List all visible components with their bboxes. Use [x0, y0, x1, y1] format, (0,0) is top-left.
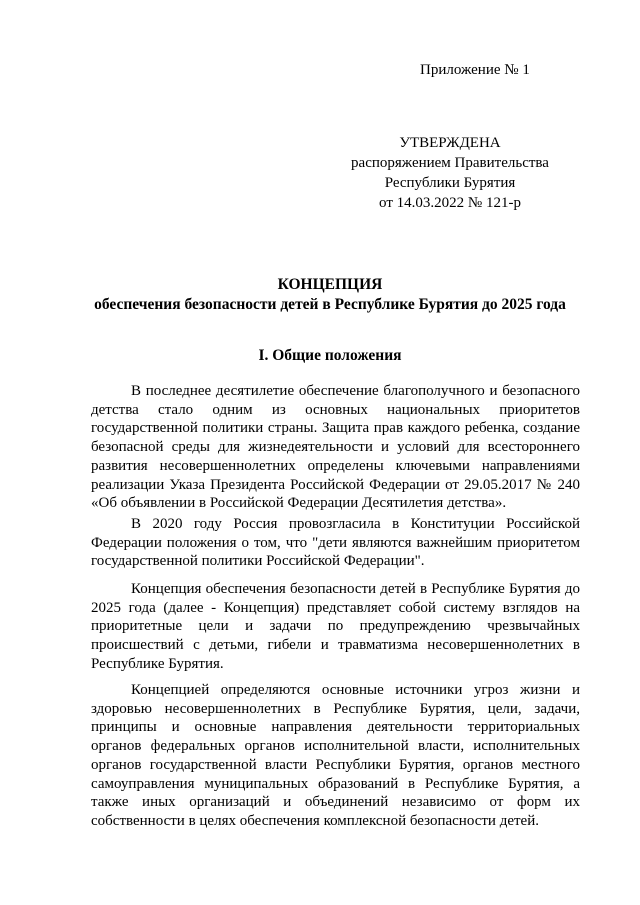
paragraph-line: государственной политики страны. Защита прав каждого ребенка, создание	[91, 420, 580, 437]
paragraph-line: Концепцией определяются основные источники угроз жизни и	[131, 682, 580, 698]
paragraph-line: Концепция обеспечения безопасности детей в Республике Бурятия до	[131, 581, 580, 597]
document-title: КОНЦЕПЦИЯ	[277, 276, 383, 293]
paragraph-line: В 2020 году Россия провозгласила в Конституции Российской	[131, 516, 580, 532]
approval-line: Республики Бурятия	[384, 175, 516, 191]
document-subtitle: обеспечения безопасности детей в Республике Бурятия до 2025 года	[94, 296, 566, 313]
approval-line: от 14.03.2022 № 121-р	[379, 195, 521, 211]
paragraph	[91, 681, 580, 831]
paragraph-line: органов государственной власти Республики Бурятия, органов местного	[91, 756, 580, 773]
paragraph-line: собственности в целях обеспечения комплексной безопасности детей.	[91, 812, 539, 829]
paragraph-line: происшествий с детьми, гибели и травматизма несовершеннолетних в	[91, 637, 580, 654]
paragraph-line: развития несовершеннолетних определены ключевыми направлениями	[91, 457, 580, 474]
paragraph	[91, 580, 580, 674]
paragraph-line: здоровью несовершеннолетних в Республике Бурятия, цели, задачи,	[91, 700, 580, 717]
paragraph-line: В последнее десятилетие обеспечение благополучного и безопасного	[131, 383, 580, 399]
paragraph-line: Республике Бурятия.	[91, 655, 224, 672]
paragraph-line: реализации Указа Президента Российской Федерации от 29.05.2017 № 240	[91, 476, 580, 493]
paragraph-line: приоритетные цели и задачи по предупреждению чрезвычайных	[91, 618, 580, 635]
paragraph-line: также иных организаций и объединений независимо от форм их	[91, 794, 580, 811]
paragraph	[91, 515, 580, 571]
section-heading: I. Общие положения	[258, 347, 402, 364]
paragraph-line: безопасной среды для жизнедеятельности и условий для всестороннего	[91, 439, 580, 456]
paragraph-line: детства стало одним из основных национальных приоритетов	[91, 401, 580, 418]
paragraph-line: государственной политики Российской Федерации".	[91, 553, 425, 570]
approval-line: УТВЕРЖДЕНА	[399, 135, 501, 151]
paragraph-line: органов федеральных органов исполнительной власти, исполнительных	[91, 738, 580, 755]
appendix-label: Приложение № 1	[420, 62, 530, 78]
paragraph-line: 2025 года (далее - Концепция) представляет собой систему взглядов на	[91, 599, 580, 616]
paragraph-line: самоуправления муниципальных образований в Республике Бурятия, а	[91, 775, 580, 792]
approval-line: распоряжением Правительства	[351, 155, 549, 171]
approval-block	[330, 133, 570, 213]
paragraph-line: Федерации положения о том, что "дети являются важнейшим приоритетом	[91, 534, 580, 551]
paragraph	[91, 382, 580, 513]
paragraph-line: «Об объявлении в Российской Федерации Десятилетия детства».	[91, 495, 507, 512]
paragraph-line: принципы и основные направления деятельности территориальных	[91, 719, 580, 736]
